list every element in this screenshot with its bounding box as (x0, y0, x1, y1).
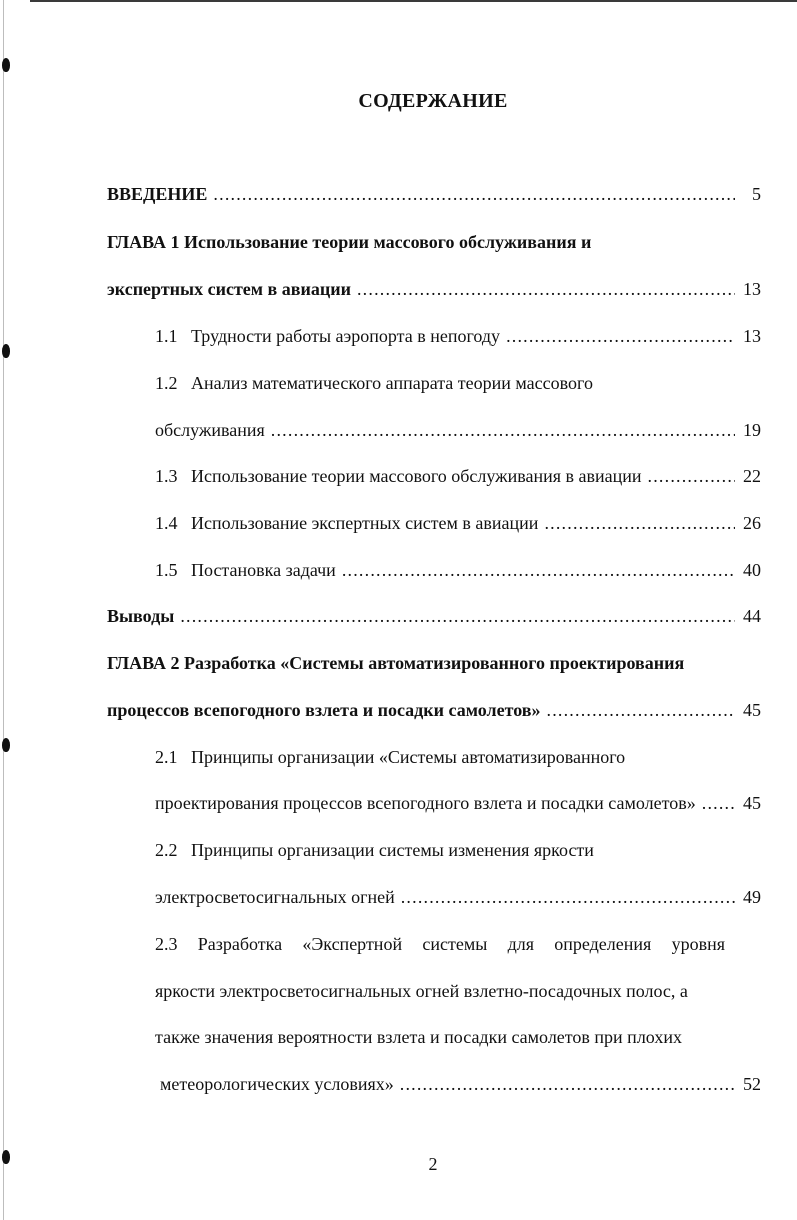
toc-entry-1-3 (155, 466, 761, 487)
leader-dots (401, 887, 735, 908)
page-number: 2 (428, 1154, 438, 1174)
toc-entry-chapter-1 (107, 279, 761, 300)
toc-entry-label: электросветосигнальных огней (155, 887, 395, 907)
leader-dots (400, 1074, 735, 1095)
toc-entry-1-4 (155, 513, 761, 534)
toc-page-number: 40 (743, 560, 761, 580)
toc-page-number: 45 (743, 700, 761, 720)
leader-dots (702, 793, 735, 814)
binding-hole-mark (2, 344, 10, 358)
toc-entry-2-3 (160, 1074, 761, 1095)
toc-page-number: 44 (743, 606, 761, 626)
page-title: СОДЕРЖАНИЕ (358, 90, 508, 112)
leader-dots (547, 700, 736, 721)
section-number: 1.1 (155, 326, 178, 346)
toc-entry-label: ВВЕДЕНИЕ (107, 184, 208, 204)
toc-entry-label: Трудности работы аэропорта в непогоду (191, 326, 501, 346)
leader-dots (342, 560, 735, 581)
toc-entry-1-2-first-line (155, 373, 725, 394)
leader-dots (506, 326, 735, 347)
section-number: 1.2 (155, 373, 178, 393)
leader-dots (213, 184, 735, 205)
toc-page-number: 52 (743, 1074, 761, 1094)
toc-chapter-2-title: ГЛАВА 2 Разработка «Системы автоматизированного проектирования (107, 653, 685, 673)
toc-entry-label: экспертных систем в авиации (107, 279, 351, 299)
toc-entry-1-5 (155, 560, 761, 581)
toc-chapter-1-title: ГЛАВА 1 Использование теории массового обслуживания и (107, 232, 592, 252)
binding-hole-mark (2, 58, 10, 72)
toc-entry-label: проектирования процессов всепогодного взлета и посадки самолетов» (155, 793, 696, 813)
toc-entry-2-2-first-line (155, 840, 725, 861)
section-number: 1.3 (155, 466, 178, 486)
toc-page-number: 19 (743, 420, 761, 440)
toc-entry-label: процессов всепогодного взлета и посадки самолетов» (107, 700, 541, 720)
toc-entry-introduction (107, 184, 761, 205)
toc-entry-label: Использование теории массового обслуживания в авиации (191, 466, 642, 486)
scan-top-edge (30, 0, 797, 2)
toc-page-number: 49 (743, 887, 761, 907)
toc-entry-label: Использование экспертных систем в авиации (191, 513, 539, 533)
toc-page-number: 45 (743, 793, 761, 813)
toc-entry-chapter-2 (107, 700, 761, 721)
section-number: 2.1 (155, 747, 178, 767)
toc-entry-label: Постановка задачи (191, 560, 336, 580)
toc-page-number: 22 (743, 466, 761, 486)
scan-left-edge (3, 0, 4, 1220)
toc-entry-1-1 (155, 326, 761, 347)
toc-entry-2-2 (155, 887, 761, 908)
toc-entry-2-1 (155, 793, 761, 814)
section-number: 1.5 (155, 560, 178, 580)
toc-page-number: 13 (743, 326, 761, 346)
leader-dots (180, 606, 735, 627)
toc-entry-2-3-line-1: 2.3 Разработка «Экспертной системы для определения уровня (155, 934, 725, 954)
toc-entry-2-3-line-2: яркости электросветосигнальных огней взлетно-посадочных полос, а (155, 981, 688, 1001)
toc-entry-label: Анализ математического аппарата теории массового (191, 373, 593, 393)
toc-entry-label: Принципы организации системы изменения яркости (191, 840, 594, 860)
toc-entry-label: метеорологических условиях» (160, 1074, 394, 1094)
toc-page-number: 13 (743, 279, 761, 299)
toc-entry-label: обслуживания (155, 420, 265, 440)
toc-entry-1-2 (155, 420, 761, 441)
toc-entry-2-3-line-3: также значения вероятности взлета и посадки самолетов при плохих (155, 1027, 682, 1047)
section-number: 1.4 (155, 513, 178, 533)
section-number: 2.2 (155, 840, 178, 860)
toc-entry-label: Выводы (107, 606, 175, 626)
toc-page-number: 26 (743, 513, 761, 533)
toc-entry-conclusions (107, 606, 761, 627)
leader-dots (648, 466, 735, 487)
toc-entry-label: Принципы организации «Системы автоматизированного (191, 747, 626, 767)
toc-entry-2-1-first-line (155, 747, 725, 768)
leader-dots (544, 513, 735, 534)
binding-hole-mark (2, 738, 10, 752)
leader-dots (357, 279, 735, 300)
toc-page-number: 5 (752, 184, 761, 204)
leader-dots (271, 420, 735, 441)
